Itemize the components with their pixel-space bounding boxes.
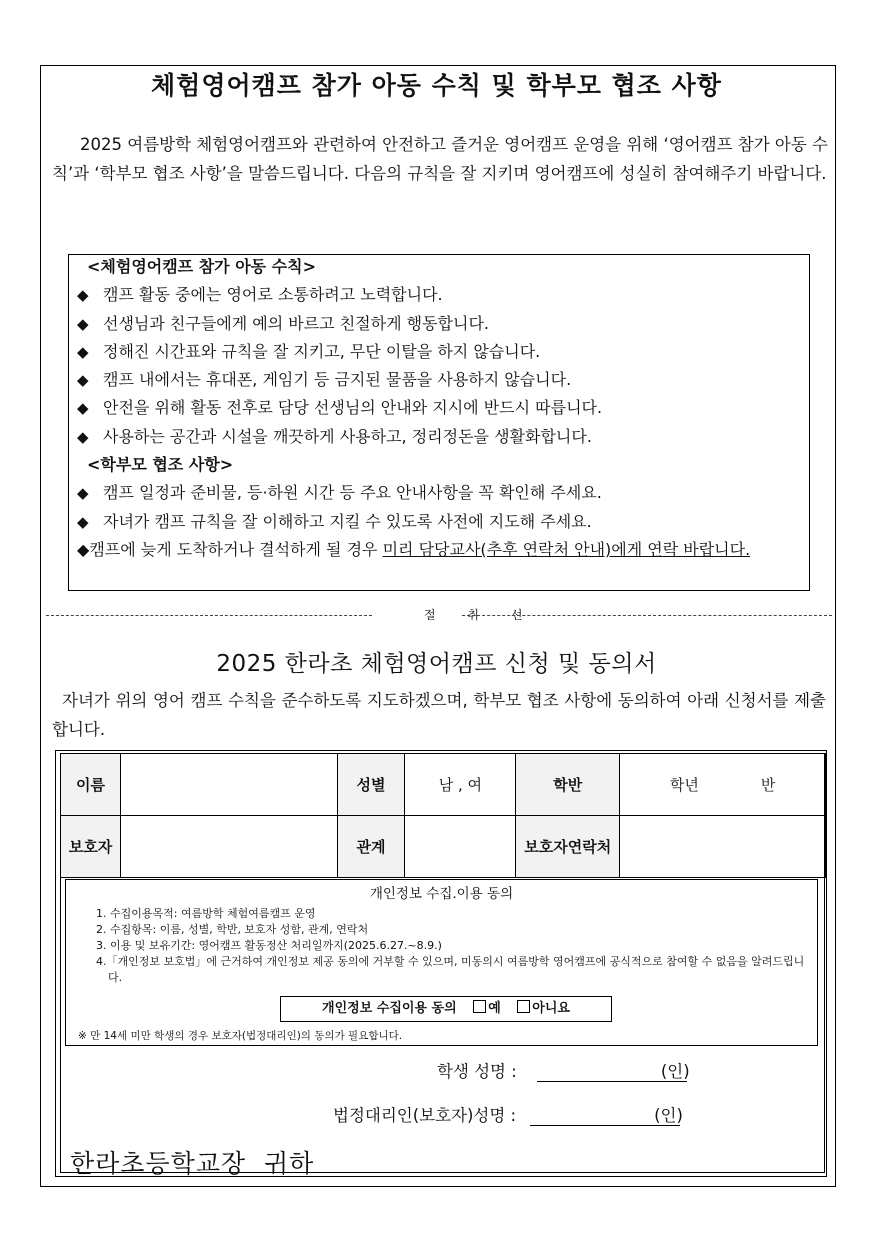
application-description: 자녀가 위의 영어 캠프 수칙을 준수하도록 지도하겠으며, 학부모 협조 사항에 동의하여 아래 신청서를 제출합니다. — [52, 691, 826, 739]
child-rules-heading: <체험영어캠프 참가 아동 수칙> — [87, 257, 316, 276]
intro-paragraph — [52, 130, 828, 188]
guardian-label: 보호자 — [61, 816, 121, 878]
list-item: 4.「개인정보 보호법」에 근거하여 개인정보 제공 동의에 거부할 수 있으며, 미동의시 여름방학 영어캠프에 공식적으로 참여할 수 없음을 알려드립니다. — [96, 955, 805, 984]
diamond-bullet-icon: ◆ — [77, 314, 89, 333]
student-sign-label: 학생 성명 : — [437, 1062, 517, 1081]
diamond-bullet-icon: ◆ — [77, 342, 89, 361]
application-title: 2025 한라초 체험영어캠프 신청 및 동의서 — [216, 651, 657, 677]
list-item: 1. 수집이용목적: 여름방학 체험여름캠프 운영 — [96, 907, 316, 920]
student-seal: (인) — [660, 1062, 690, 1081]
consent-no-label: 아니요 — [532, 1001, 570, 1016]
diamond-bullet-icon: ◆ — [77, 286, 89, 305]
guardian-contact-label: 보호자연락처 — [516, 816, 620, 878]
gender-field[interactable]: 남 , 여 — [405, 754, 516, 816]
guardian-seal: (인) — [654, 1106, 683, 1125]
name-field[interactable] — [120, 754, 337, 816]
privacy-title: 개인정보 수집.이용 동의 — [369, 886, 514, 902]
rules-list — [77, 253, 805, 564]
class-field[interactable]: 학년 반 — [620, 754, 826, 816]
guardian-field[interactable] — [120, 816, 337, 878]
consent-choice-box — [280, 996, 612, 1022]
list-item: 3. 이용 및 보유기간: 영어캠프 활동정산 처리일까지(2025.6.27.~8.9.) — [96, 939, 442, 952]
student-signature-row — [437, 1058, 690, 1082]
table-row — [61, 816, 826, 878]
addressee: 한라초등학교장 귀하 — [70, 1149, 315, 1178]
rule-item: ◆ 선생님과 친구들에게 예의 바르고 친절하게 행동합니다. — [77, 310, 805, 338]
consent-label: 개인정보 수집이용 동의 — [322, 1001, 457, 1016]
applicant-info-table — [60, 753, 826, 878]
name-label: 이름 — [61, 754, 121, 816]
diamond-bullet-icon: ◆ — [77, 539, 90, 559]
diamond-bullet-icon: ◆ — [77, 371, 89, 390]
rule-item: ◆ 캠프 활동 중에는 영어로 소통하려고 노력합니다. — [77, 281, 805, 309]
gender-label: 성별 — [337, 754, 405, 816]
cut-line — [46, 604, 832, 626]
consent-yes-label: 예 — [488, 1001, 501, 1016]
parent-item: ◆ 자녀가 캠프 규칙을 잘 이해하고 지킬 수 있도록 사전에 지도해 주세요. — [77, 508, 805, 536]
cut-line-right — [462, 615, 832, 616]
list-item: 2. 수집항목: 이름, 성별, 학반, 보호자 성함, 관계, 연락처 — [96, 923, 369, 936]
consent-no-checkbox[interactable] — [517, 1000, 530, 1013]
diamond-bullet-icon: ◆ — [77, 427, 89, 446]
relation-label: 관계 — [337, 816, 405, 878]
diamond-bullet-icon: ◆ — [77, 484, 89, 503]
guardian-signature-row — [333, 1102, 683, 1126]
intro-text: 2025 여름방학 체험영어캠프와 관련하여 안전하고 즐거운 영어캠프 운영을 위해 ‘영어캠프 참가 아동 수칙’과 ‘학부모 협조 사항’을 말씀드립니다. 다음의 규칙을 잘 지키며 영어캠프에 성실히 참여해주기 바랍니다. — [52, 135, 828, 183]
cut-line-label: 절 취 선 — [424, 608, 537, 622]
parent-item: ◆캠프에 늦게 도착하거나 결석하게 될 경우 미리 담당교사(추후 연락처 안내)에게 연락 바랍니다. — [77, 539, 751, 559]
parent-item: ◆ 캠프 일정과 준비물, 등·하원 시간 등 주요 안내사항을 꼭 확인해 주세요. — [77, 479, 805, 507]
rule-item: ◆ 안전을 위해 활동 전후로 담당 선생님의 안내와 지시에 반드시 따릅니다. — [77, 394, 805, 422]
relation-field[interactable] — [405, 816, 516, 878]
guardian-sign-label: 법정대리인(보호자)성명 : — [333, 1106, 517, 1125]
privacy-consent-box — [65, 879, 818, 1046]
table-row — [61, 754, 826, 816]
consent-yes-checkbox[interactable] — [473, 1000, 486, 1013]
document-title: 체험영어캠프 참가 아동 수칙 및 학부모 협조 사항 — [151, 71, 722, 100]
rule-item: ◆ 정해진 시간표와 규칙을 잘 지키고, 무단 이탈을 하지 않습니다. — [77, 338, 805, 366]
cut-line-left — [46, 615, 372, 616]
guardian-consent-note: ※ 만 14세 미만 학생의 경우 보호자(법정대리인)의 동의가 필요합니다. — [78, 1030, 403, 1042]
rule-item: ◆ 사용하는 공간과 시설을 깨끗하게 사용하고, 정리정돈을 생활화합니다. — [77, 423, 805, 451]
rule-item: ◆ 캠프 내에서는 휴대폰, 게임기 등 금지된 물품을 사용하지 않습니다. — [77, 366, 805, 394]
privacy-items — [66, 906, 817, 986]
contact-teacher-note: 미리 담당교사(추후 연락처 안내)에게 연락 바랍니다. — [382, 539, 751, 559]
guardian-contact-field[interactable] — [620, 816, 826, 878]
class-label: 학반 — [516, 754, 620, 816]
diamond-bullet-icon: ◆ — [77, 399, 89, 418]
parent-rules-heading: <학부모 협조 사항> — [87, 455, 234, 475]
diamond-bullet-icon: ◆ — [77, 512, 89, 531]
